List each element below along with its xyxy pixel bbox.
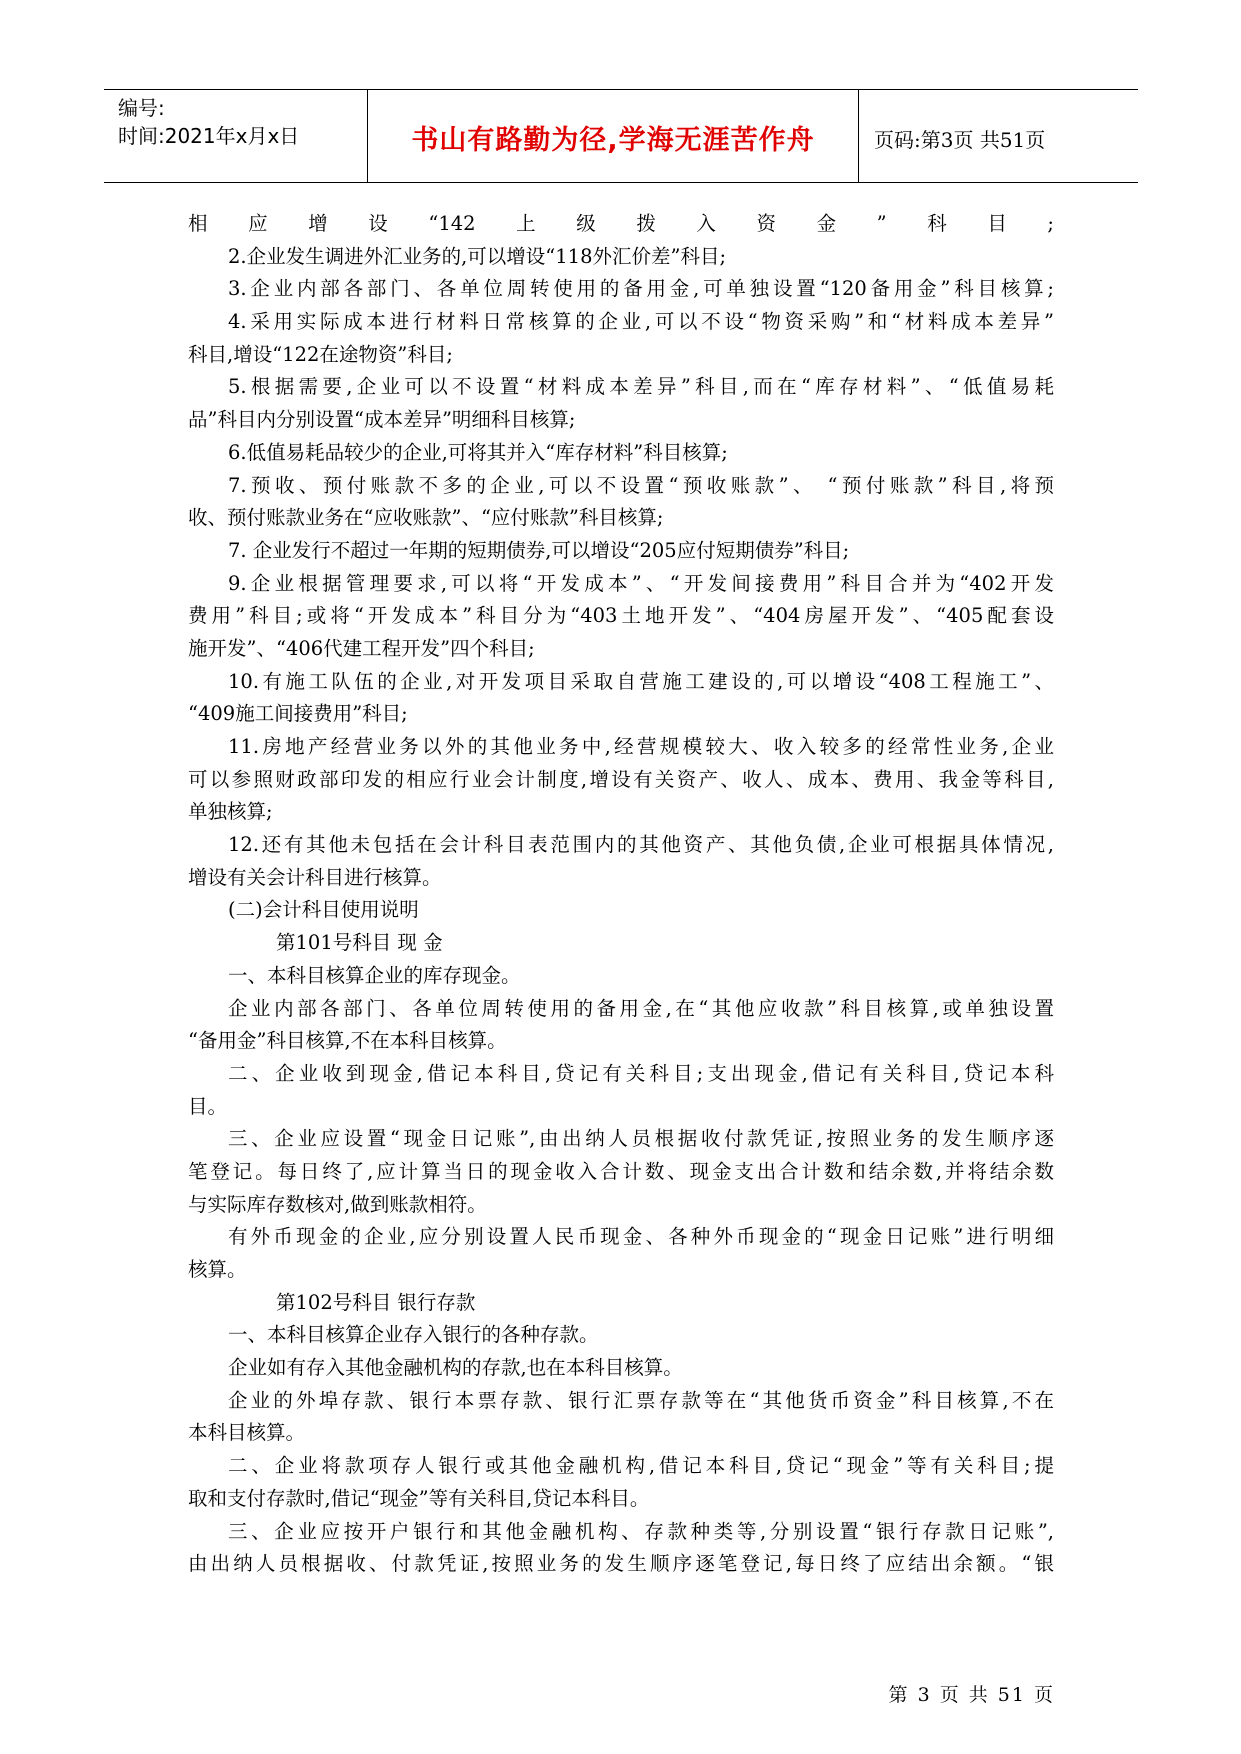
- body-line: 2.企业发生调进外汇业务的,可以增设“118外汇价差”科目;: [228, 244, 727, 268]
- body-line: 本科目核算。: [188, 1421, 306, 1445]
- document-time-label: 时间:2021年x月x日: [118, 124, 300, 148]
- body-line: 7.预收、预付账款不多的企业,可以不设置“预收账款”、 “预付账款”科目,将预: [228, 473, 1054, 497]
- body-line: 三、企业应设置“现金日记账”,由出纳人员根据收付款凭证,按照业务的发生顺序逐: [228, 1127, 1054, 1151]
- body-line: 科目,增设“122在途物资”科目;: [188, 342, 453, 366]
- body-line: 4.采用实际成本进行材料日常核算的企业,可以不设“物资采购”和“材料成本差异”: [228, 310, 1054, 334]
- body-line: “备用金”科目核算,不在本科目核算。: [188, 1029, 507, 1053]
- header-page-number: 页码:第3页 共51页: [874, 128, 1046, 152]
- body-line: 10.有施工队伍的企业,对开发项目采取自营施工建设的,可以增设“408工程施工”、: [228, 669, 1054, 693]
- body-line: 企业内部各部门、各单位周转使用的备用金,在“其他应收款”科目核算,或单独设置: [228, 996, 1054, 1020]
- header-divider: [858, 90, 859, 182]
- body-line: 笔登记。每日终了,应计算当日的现金收入合计数、现金支出合计数和结余数,并将结余数: [188, 1159, 1054, 1183]
- section-heading: (二)会计科目使用说明: [228, 898, 419, 922]
- body-line: 核算。: [188, 1258, 247, 1281]
- header-meta: [118, 94, 299, 150]
- body-line: 收、预付账款业务在“应收账款”、“应付账款”科目核算;: [188, 506, 664, 530]
- body-line: 二、企业将款项存人银行或其他金融机构,借记本科目,贷记“现金”等有关科目;提: [228, 1454, 1054, 1478]
- body-line: 9.企业根据管理要求,可以将“开发成本”、“开发间接费用”科目合并为“402开发: [228, 571, 1054, 595]
- body-line: 二、企业收到现金,借记本科目,贷记有关科目;支出现金,借记有关科目,贷记本科: [228, 1061, 1054, 1085]
- body-line: 一、本科目核算企业存入银行的各种存款。: [228, 1323, 599, 1347]
- body-line: 6.低值易耗品较少的企业,可将其并入“库存材料”科目核算;: [228, 440, 728, 464]
- body-line: 施开发”、“406代建工程开发”四个科目;: [188, 636, 535, 660]
- body-line: 目。: [188, 1094, 228, 1118]
- body-line: 有外币现金的企业,应分别设置人民币现金、各种外币现金的“现金日记账”进行明细: [228, 1225, 1054, 1249]
- body-line: 企业的外埠存款、银行本票存款、银行汇票存款等在“其他货币资金”科目核算,不在: [228, 1388, 1054, 1412]
- body-line: 3.企业内部各部门、各单位周转使用的备用金,可单独设置“120备用金”科目核算;: [228, 277, 1054, 301]
- body-line: 7. 企业发行不超过一年期的短期债券,可以增设“205应付短期债券”科目;: [228, 538, 850, 562]
- document-body: [188, 208, 1054, 1581]
- page-header: [104, 89, 1138, 183]
- page-footer: 第 3 页 共 51 页: [888, 1684, 1055, 1706]
- body-line: 5.根据需要,企业可以不设置“材料成本差异”科目,而在“库存材料”、“低值易耗: [228, 375, 1054, 399]
- body-line: 三、企业应按开户银行和其他金融机构、存款种类等,分别设置“银行存款日记账”,: [228, 1519, 1054, 1543]
- body-line: 由出纳人员根据收、付款凭证,按照业务的发生顺序逐笔登记,每日终了应结出余额。“银: [188, 1552, 1054, 1576]
- body-line: 一、本科目核算企业的库存现金。: [228, 963, 521, 987]
- subject-heading: 第102号科目 银行存款: [276, 1290, 476, 1314]
- body-line: 与实际库存数核对,做到账款相符。: [188, 1192, 487, 1216]
- body-line: 12.还有其他未包括在会计科目表范围内的其他资产、其他负债,企业可根据具体情况,: [228, 833, 1054, 857]
- body-line: 相应增设“142上级拨入资金”科目;: [188, 212, 1054, 235]
- body-line: 费用”科目;或将“开发成本”科目分为“403土地开发”、“404房屋开发”、“405配套设: [188, 604, 1054, 628]
- body-line: 取和支付存款时,借记“现金”等有关科目,贷记本科目。: [188, 1486, 650, 1510]
- body-line: “409施工间接费用”科目;: [188, 702, 408, 726]
- subject-heading: 第101号科目 现 金: [276, 931, 443, 955]
- body-line: 企业如有存入其他金融机构的存款,也在本科目核算。: [228, 1356, 683, 1380]
- body-line: 单独核算;: [188, 800, 273, 824]
- body-line: 可以参照财政部印发的相应行业会计制度,增设有关资产、收人、成本、费用、我金等科目,: [188, 767, 1054, 791]
- header-motto: 书山有路勤为径,学海无涯苦作舟: [411, 125, 815, 156]
- document-number-label: 编号:: [118, 96, 165, 120]
- body-line: 品”科目内分别设置“成本差异”明细科目核算;: [188, 408, 576, 432]
- body-line: 11.房地产经营业务以外的其他业务中,经营规模较大、收入较多的经常性业务,企业: [228, 735, 1054, 758]
- body-line: 增设有关会计科目进行核算。: [188, 865, 442, 889]
